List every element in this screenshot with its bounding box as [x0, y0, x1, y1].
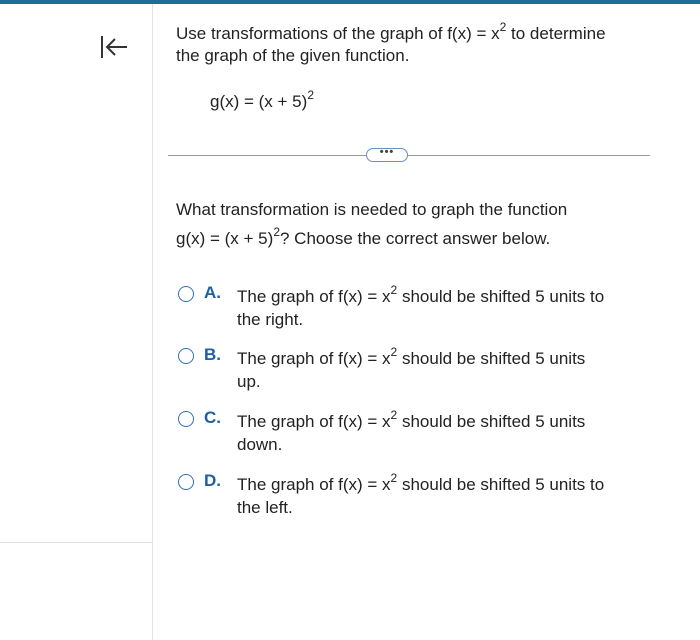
question-line2-end: ? Choose the correct answer below.: [280, 229, 551, 248]
option-letter-d: D.: [204, 471, 221, 490]
left-panel-divider: [152, 4, 153, 640]
section-divider: [168, 155, 650, 156]
given-function-exponent: 2: [307, 88, 314, 102]
option-text-d: [237, 473, 647, 519]
left-panel: [0, 4, 152, 640]
prompt-exponent: 2: [499, 20, 507, 34]
option-d-line2: the left.: [237, 498, 293, 517]
question-text: [176, 195, 646, 253]
radio-button-c[interactable]: [178, 411, 194, 427]
option-b-text-end: should be shifted 5 units: [397, 349, 586, 368]
expand-more-button[interactable]: [366, 145, 408, 162]
option-a-text-end: should be shifted 5 units to: [397, 287, 605, 306]
option-b-line2: up.: [237, 372, 261, 391]
prompt-line2: the graph of the given function.: [176, 46, 410, 65]
more-dots-icon: •••: [379, 145, 395, 158]
radio-button-b[interactable]: [178, 348, 194, 364]
option-a-text-start: The graph of f(x) = x: [237, 287, 391, 306]
option-c-line2: down.: [237, 435, 283, 454]
option-b-exponent: 2: [390, 345, 398, 359]
option-d-text-end: should be shifted 5 units to: [397, 475, 605, 494]
question-line2-start: g(x) = (x + 5): [176, 229, 274, 248]
option-text-b: [237, 347, 647, 393]
option-letter-b: B.: [204, 345, 221, 364]
prompt-line1-start: Use transformations of the graph of f(x) = x: [176, 24, 500, 43]
problem-prompt: [176, 20, 656, 67]
question-exponent: 2: [273, 225, 280, 239]
radio-button-a[interactable]: [178, 286, 194, 302]
option-c-text-start: The graph of f(x) = x: [237, 412, 391, 431]
prompt-line1-end: to determine: [506, 24, 606, 43]
option-d-exponent: 2: [390, 471, 398, 485]
option-c-exponent: 2: [390, 408, 398, 422]
option-b-text-start: The graph of f(x) = x: [237, 349, 391, 368]
option-c-text-end: should be shifted 5 units: [397, 412, 586, 431]
collapse-left-icon: [96, 32, 130, 62]
question-line1: What transformation is needed to graph the function: [176, 200, 568, 219]
left-panel-separator: [0, 542, 152, 543]
option-text-c: [237, 410, 647, 456]
given-function-text: g(x) = (x + 5): [210, 92, 308, 111]
option-letter-c: C.: [204, 408, 221, 427]
radio-button-d[interactable]: [178, 474, 194, 490]
option-d-text-start: The graph of f(x) = x: [237, 475, 391, 494]
option-a-line2: the right.: [237, 310, 304, 329]
collapse-panel-button[interactable]: [96, 32, 130, 62]
option-text-a: [237, 285, 647, 331]
option-letter-a: A.: [204, 283, 221, 302]
option-a-exponent: 2: [390, 283, 398, 297]
given-function: [210, 88, 314, 113]
